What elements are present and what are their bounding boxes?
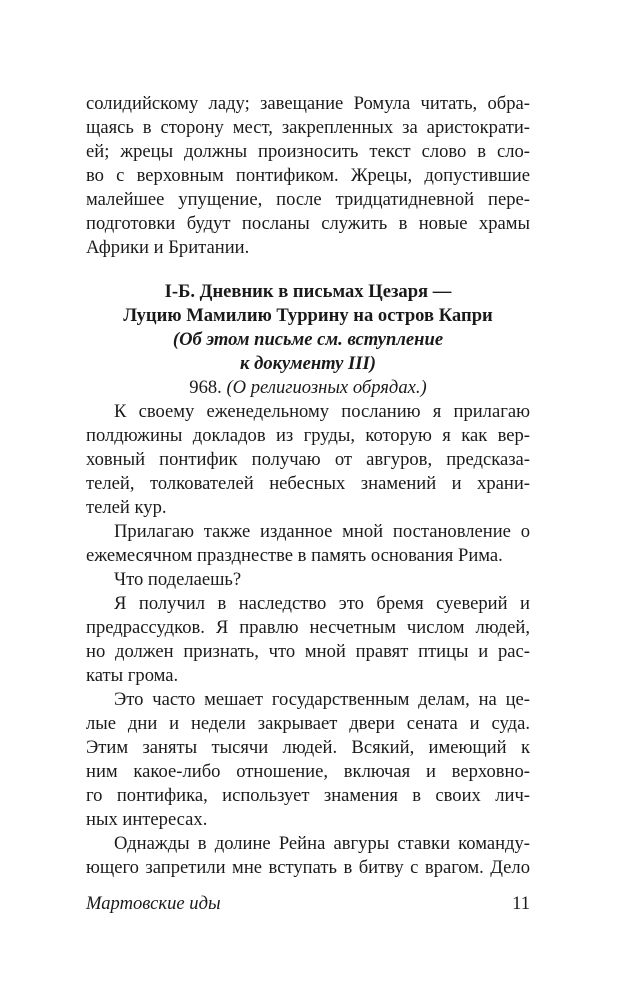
section-heading: [86, 280, 530, 400]
text-line: предрассудков. Я правлю несчетным числом людей,: [86, 617, 530, 638]
text-line: К своему еженедельному посланию я прилагаю: [114, 401, 530, 422]
text-line: но должен признать, что мной правят птицы и рас-: [86, 641, 530, 662]
text-line: ховный понтифик получаю от авгуров, предсказа-: [86, 449, 530, 470]
text-line: малейшее упущение, после тридцатидневной пере-: [86, 189, 530, 210]
text-line: телей кур.: [86, 497, 167, 518]
text-line: Этим заняты тысячи людей. Всякий, имеющий к: [86, 737, 530, 758]
paragraph: [86, 688, 530, 832]
paragraph: [86, 832, 530, 880]
text-line: Что поделаешь?: [114, 569, 242, 590]
running-footer-title: Мартовские иды: [86, 893, 221, 914]
text-line: полдюжины докладов из груды, которую я как вер-: [86, 425, 530, 446]
heading-title-line: I-Б. Дневник в письмах Цезаря —: [164, 281, 452, 302]
page-number: 11: [512, 893, 530, 914]
text-line: солидийскому ладу; завещание Ромула читать, обра-: [86, 93, 530, 114]
paragraph: [86, 592, 530, 688]
text-line: Африки и Британии.: [86, 237, 250, 258]
text-line: Это часто мешает государственным делам, на це-: [114, 689, 530, 710]
entry-subject: (О религиозных обрядах.): [226, 377, 427, 398]
heading-note-line: (Об этом письме см. вступление: [172, 329, 444, 350]
text-line: щаясь в сторону мест, закрепленных за аристократи-: [86, 117, 530, 138]
text-line: го понтифика, использует знамения в своих лич-: [86, 785, 530, 806]
text-line: ей; жрецы должны произносить текст слово в сло-: [86, 141, 530, 162]
entry-line: [86, 376, 530, 400]
text-line: лые дни и недели закрывает двери сената и суда.: [86, 713, 530, 734]
paragraph: [86, 520, 530, 568]
text-line: во с верховным понтификом. Жрецы, допустившие: [86, 165, 530, 186]
paragraph: [86, 568, 530, 592]
heading-note-line: к документу III): [240, 353, 376, 374]
entry-number: 968.: [189, 377, 222, 398]
text-line: подготовки будут посланы служить в новые храмы: [86, 213, 530, 234]
text-line: Прилагаю также изданное мной постановление о: [114, 521, 530, 542]
top-paragraph: [86, 92, 530, 260]
text-line: Я получил в наследство это бремя суеверий и: [114, 593, 530, 614]
text-line: Однажды в долине Рейна авгуры ставки команду-: [114, 833, 530, 854]
body-text: [86, 400, 530, 880]
text-line: телей, толкователей небесных знамений и храни-: [86, 473, 530, 494]
text-line: ных интересах.: [86, 809, 208, 830]
heading-title-line: Луцию Мамилию Туррину на остров Капри: [123, 305, 493, 326]
text-line: каты грома.: [86, 665, 179, 686]
text-line: ющего запретили мне вступать в битву с врагом. Дело: [86, 857, 530, 878]
paragraph: [86, 400, 530, 520]
text-line: ним какое-либо отношение, включая и верховно-: [86, 761, 530, 782]
text-line: ежемесячном празднестве в память основания Рима.: [86, 545, 503, 566]
